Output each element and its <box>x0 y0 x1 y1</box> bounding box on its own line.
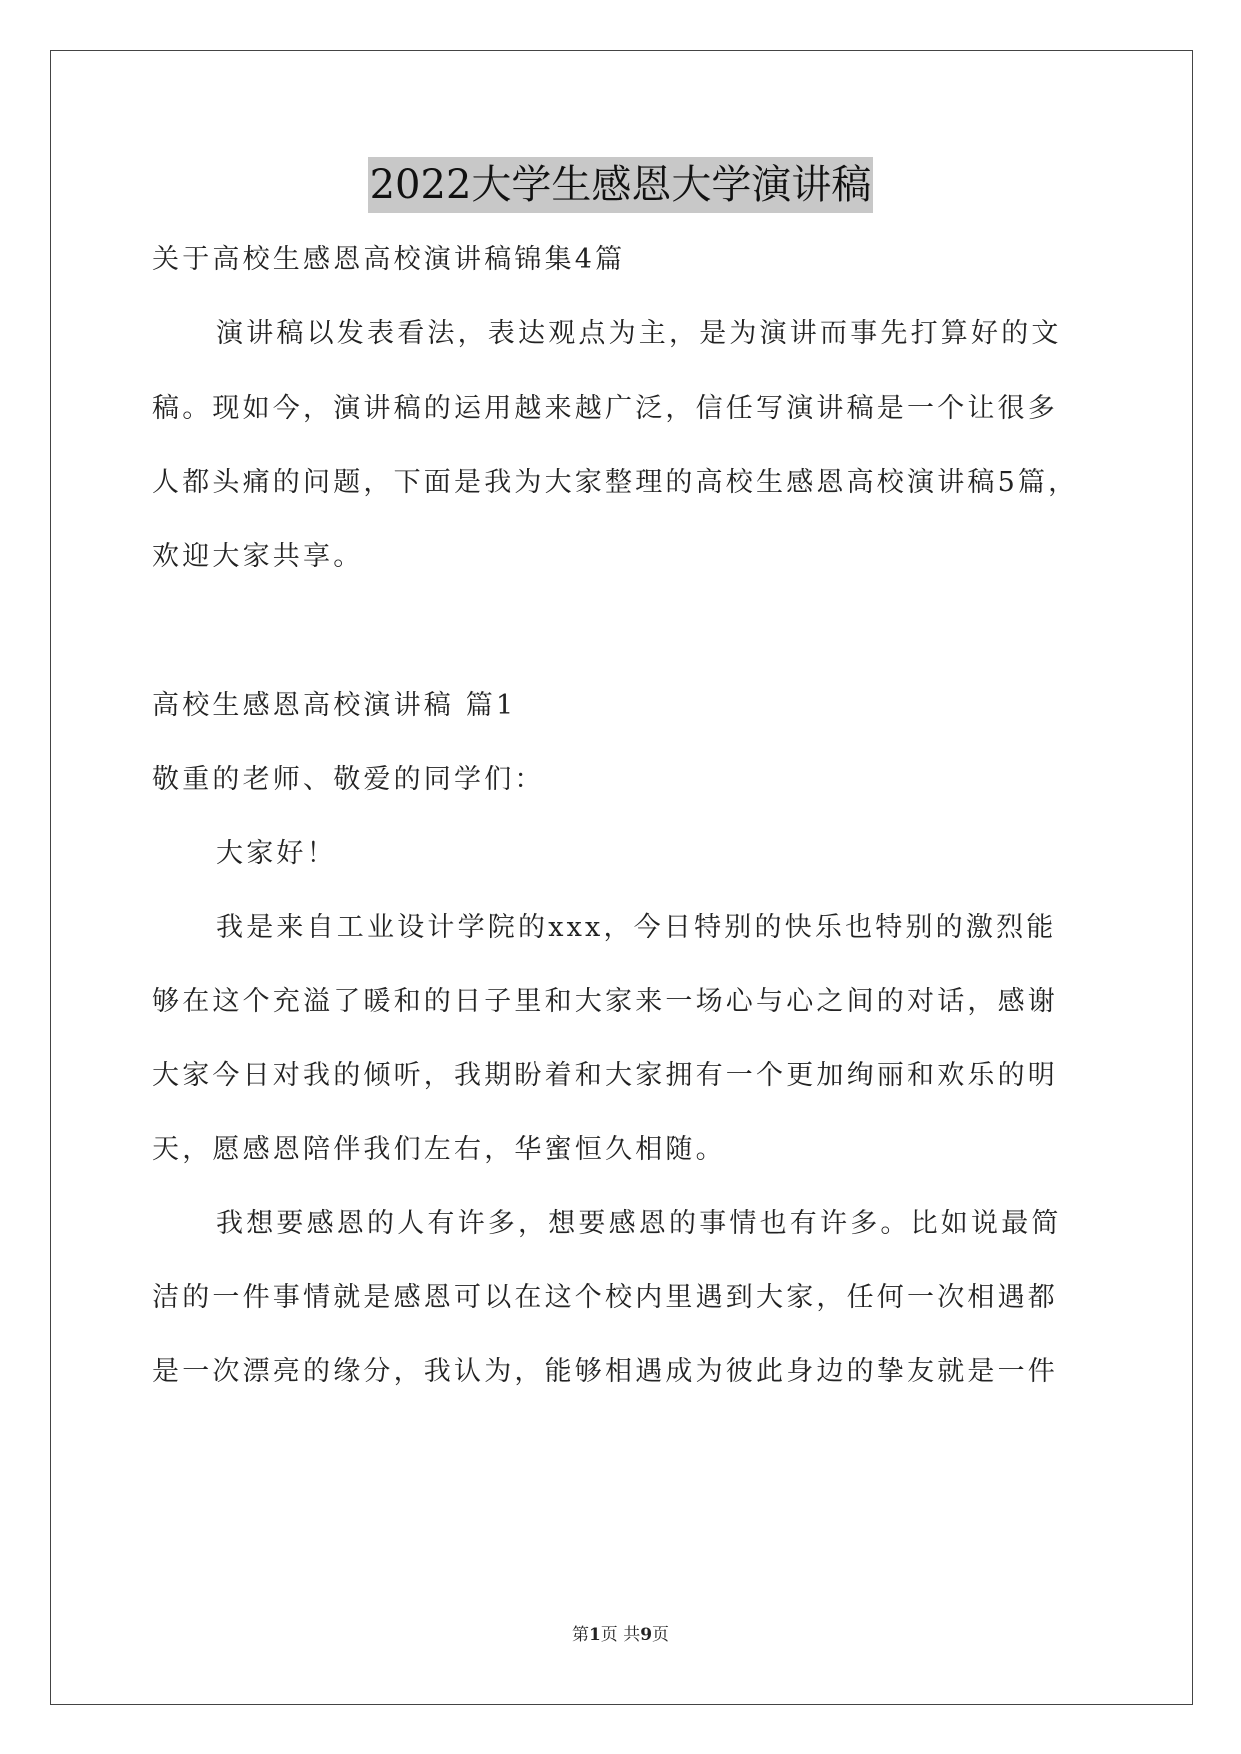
section-heading: 高校生感恩高校演讲稿 篇1 <box>152 690 517 721</box>
paragraph-line: 我是来自工业设计学院的xxx，今日特别的快乐也特别的激烈能 <box>216 912 1057 943</box>
paragraph-line: 够在这个充溢了暖和的日子里和大家来一场心与心之间的对话，感谢 <box>152 986 1058 1017</box>
intro-line: 演讲稿以发表看法，表达观点为主，是为演讲而事先打算好的文 <box>216 318 1062 349</box>
total-pages: 9 <box>640 1625 653 1645</box>
paragraph-line: 天，愿感恩陪伴我们左右，华蜜恒久相随。 <box>152 1134 726 1165</box>
document-title: 2022大学生感恩大学演讲稿 <box>368 157 874 213</box>
title-container <box>0 157 1241 213</box>
intro-line: 人都头痛的问题，下面是我为大家整理的高校生感恩高校演讲稿5篇， <box>152 467 1079 498</box>
footer-prefix: 第 <box>571 1625 589 1645</box>
paragraph-line: 我想要感恩的人有许多，想要感恩的事情也有许多。比如说最简 <box>216 1208 1062 1239</box>
footer-suffix: 页 <box>652 1625 670 1645</box>
paragraph-line: 大家今日对我的倾听，我期盼着和大家拥有一个更加绚丽和欢乐的明 <box>152 1060 1058 1091</box>
page-footer <box>0 1620 1241 1645</box>
paragraph-line: 洁的一件事情就是感恩可以在这个校内里遇到大家，任何一次相遇都 <box>152 1282 1058 1313</box>
document-subtitle: 关于高校生感恩高校演讲稿锦集4篇 <box>152 244 626 275</box>
intro-line: 欢迎大家共享。 <box>152 541 364 572</box>
greeting: 大家好！ <box>216 838 337 869</box>
page-border <box>50 50 1193 1705</box>
footer-mid: 页 共 <box>600 1625 641 1645</box>
intro-line: 稿。现如今，演讲稿的运用越来越广泛，信任写演讲稿是一个让很多 <box>152 393 1058 424</box>
page-number: 1 <box>588 1625 601 1645</box>
paragraph-line: 是一次漂亮的缘分，我认为，能够相遇成为彼此身边的挚友就是一件 <box>152 1356 1058 1387</box>
salutation: 敬重的老师、敬爱的同学们： <box>152 764 545 795</box>
